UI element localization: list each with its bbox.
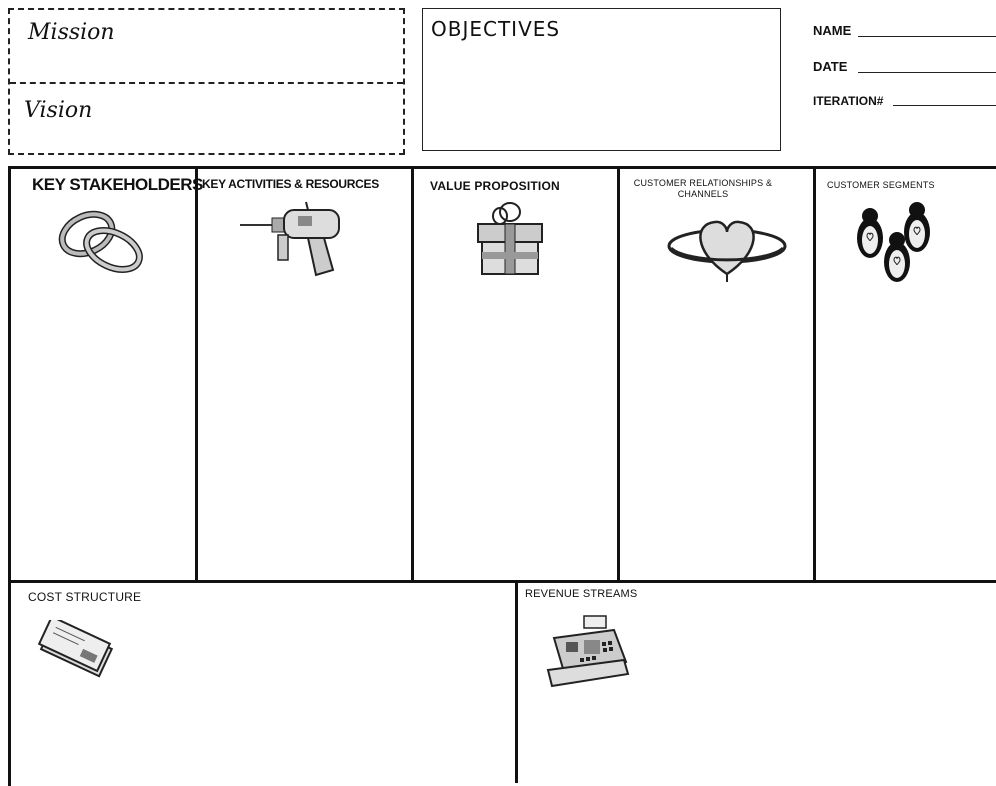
mission-vision-divider xyxy=(10,82,403,84)
customer-relationships-channels-label: CUSTOMER RELATIONSHIPS & CHANNELS xyxy=(633,178,773,199)
value-proposition-label: VALUE PROPOSITION xyxy=(430,179,560,193)
gift-icon xyxy=(472,200,547,278)
bills-icon xyxy=(36,620,118,682)
date-field-line[interactable] xyxy=(858,72,996,73)
objectives-label: OBJECTIVES xyxy=(431,17,561,41)
objectives-box[interactable] xyxy=(422,8,781,151)
heart-icon xyxy=(665,208,790,288)
penguins-icon xyxy=(845,198,945,288)
cash-register-icon xyxy=(544,612,634,694)
mission-label: Mission xyxy=(28,20,115,45)
name-field-label: NAME xyxy=(813,23,852,38)
key-stakeholders-label: KEY STAKEHOLDERS xyxy=(32,175,203,194)
customer-segments-label: CUSTOMER SEGMENTS xyxy=(827,180,935,190)
key-activities-resources-label: KEY ACTIVITIES & RESOURCES xyxy=(202,177,379,191)
iteration-field-label: ITERATION# xyxy=(813,94,884,108)
mission-vision-box xyxy=(8,8,405,155)
name-field-line[interactable] xyxy=(858,36,996,37)
iteration-field-line[interactable] xyxy=(893,105,996,106)
drill-icon xyxy=(238,200,358,285)
vision-label: Vision xyxy=(24,98,93,123)
revenue-streams-label: REVENUE STREAMS xyxy=(525,588,638,600)
rings-icon xyxy=(55,202,150,277)
cost-structure-label: COST STRUCTURE xyxy=(28,590,142,604)
cell-cost-structure[interactable] xyxy=(11,583,515,783)
date-field-label: DATE xyxy=(813,59,848,74)
